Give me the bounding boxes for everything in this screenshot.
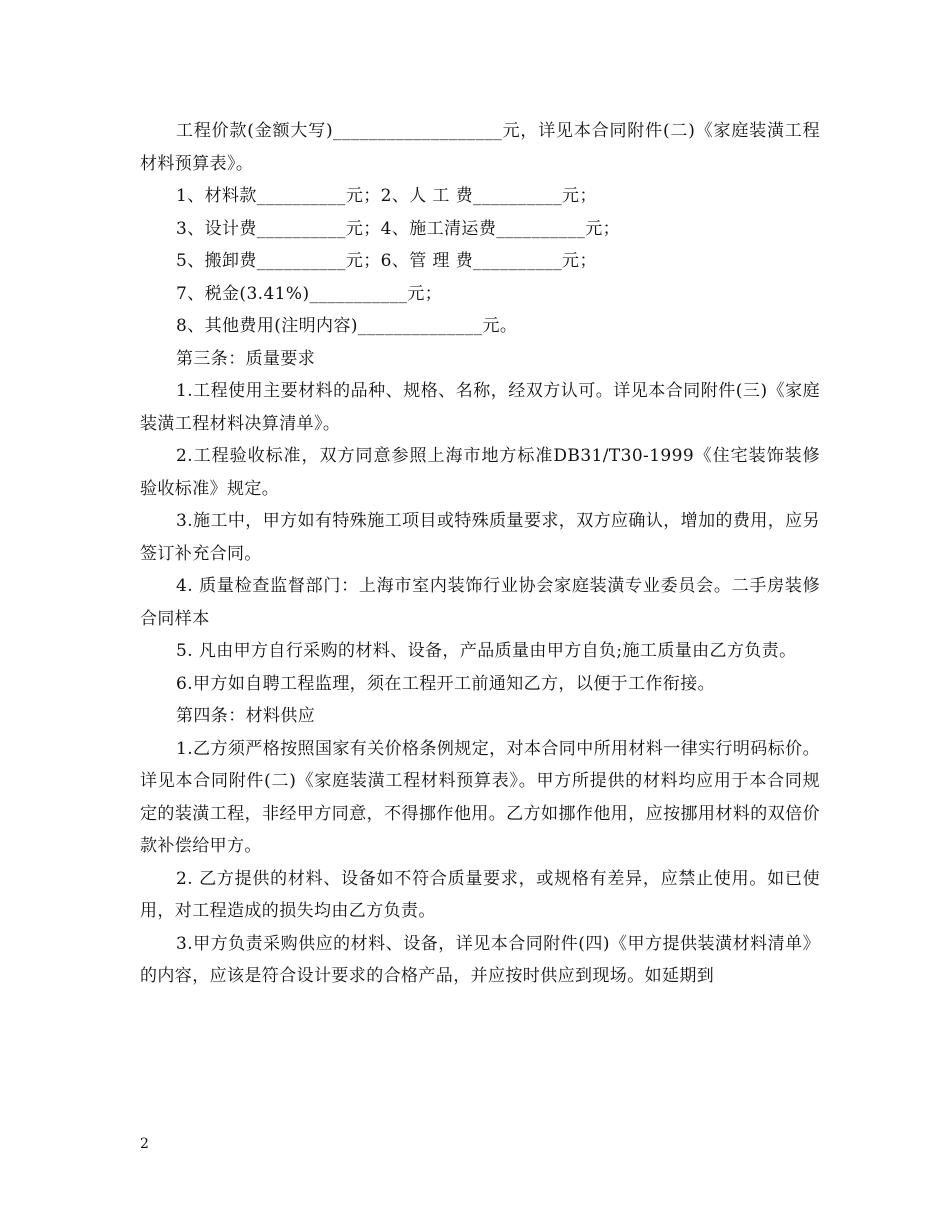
document-body (140, 115, 820, 993)
paragraph-quality-1: 1.工程使用主要材料的品种、规格、名称，经双方认可。详见本合同附件(三)《家庭装潢工程材料决算清单》。 (140, 381, 820, 434)
paragraph-quality-4: 4. 质量检查监督部门：上海市室内装饰行业协会家庭装潢专业委员会。二手房装修合同样本 (140, 576, 820, 629)
paragraph-materials-3: 3.甲方负责采购供应的材料、设备，详见本合同附件(四)《甲方提供装潢材料清单》的内容，应该是符合设计要求的合格产品，并应按时供应到现场。如延期到 (140, 933, 820, 986)
paragraph-fee-item-1-2: 1、材料款__________元；2、人 工 费__________元； (176, 186, 597, 206)
page-number: 2 (140, 1136, 149, 1152)
paragraph-quality-5: 5. 凡由甲方自行采购的材料、设备，产品质量由甲方自负;施工质量由乙方负责。 (176, 641, 797, 661)
paragraph-materials-2: 2. 乙方提供的材料、设备如不符合质量要求，或规格有差异，应禁止使用。如已使用，对工程造成的损失均由乙方负责。 (140, 868, 820, 921)
paragraph-fee-item-7: 7、税金(3.41%)___________元； (176, 283, 443, 304)
paragraph-materials-1: 1.乙方须严格按照国家有关价格条例规定，对本合同中所用材料一律实行明码标价。详见本合同附件(二)《家庭装潢工程材料预算表》。甲方所提供的材料均应用于本合同规定的装潢工程，非经甲方同意，不得挪作他用。乙方如挪作他用，应按挪用材料的双倍价款补偿给甲方。 (140, 738, 820, 856)
section-heading-article-3: 第三条：质量要求 (176, 348, 316, 369)
paragraph-fee-item-5-6: 5、搬卸费__________元；6、管 理 费__________元； (176, 251, 597, 271)
section-heading-article-4: 第四条：材料供应 (176, 706, 316, 726)
paragraph-fee-item-8: 8、其他费用(注明内容)______________元。 (176, 316, 518, 336)
paragraph-quality-6: 6.甲方如自聘工程监理，须在工程开工前通知乙方，以便于工作衔接。 (176, 673, 716, 694)
paragraph-quality-2: 2.工程验收标准，双方同意参照上海市地方标准DB31/T30-1999《住宅装饰装修验收标准》规定。 (140, 446, 820, 499)
paragraph-quality-3: 3.施工中，甲方如有特殊施工项目或特殊质量要求，双方应确认，增加的费用，应另签订补充合同。 (140, 511, 820, 564)
paragraph-fee-item-3-4: 3、设计费__________元；4、施工清运费__________元； (176, 218, 621, 239)
paragraph-contract-price: 工程价款(金额大写)___________________元，详见本合同附件(二)《家庭装潢工程材料预算表》。 (140, 121, 820, 174)
